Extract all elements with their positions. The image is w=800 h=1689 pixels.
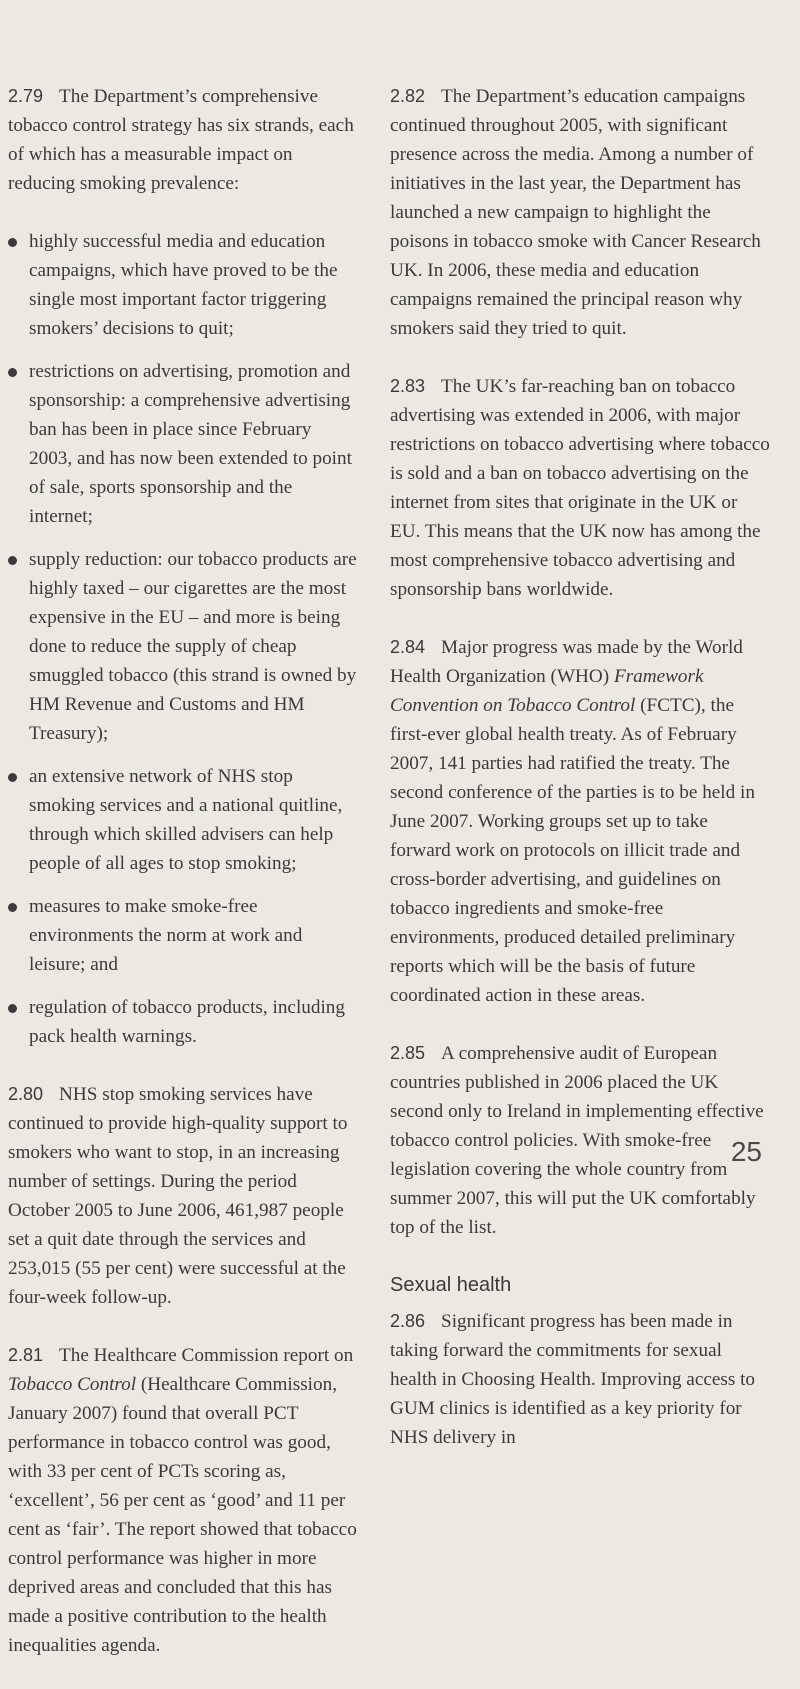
list-item: highly successful media and education campaigns, which have proved to be the single most important factor triggering smokers’ decisions to quit;: [8, 227, 358, 343]
section-heading: Sexual health: [390, 1274, 512, 1296]
left-column: [8, 82, 358, 1689]
paragraph-2-82: [390, 82, 770, 343]
paragraph-text: Significant progress has been made in taking forward the commitments for sexual health in Choosing Health. Improving access to GUM clinics is identified as a key priority for NHS delivery in: [390, 1311, 756, 1448]
list-item: measures to make smoke-free environments the norm at work and leisure; and: [8, 892, 358, 979]
paragraph-2-80: [8, 1080, 358, 1312]
paragraph-2-79: [8, 82, 358, 198]
paragraph-number: 2.86: [390, 1311, 426, 1331]
paragraph-number: 2.79: [8, 86, 44, 106]
paragraph-text: The Department’s education campaigns continued throughout 2005, with significant presence across the media. Among a number of initiatives in the last year, the Department has launched a new campaign to highlight the poisons in tobacco smoke with Cancer Research UK. In 2006, these media and education campaigns remained the principal reason why smokers said they tried to quit.: [390, 86, 761, 339]
paragraph-text: Major progress was made by the World Health Organization (WHO): [390, 637, 743, 687]
paragraph-number: 2.82: [390, 86, 426, 106]
paragraph-text: (Healthcare Commission, January 2007) found that overall PCT performance in tobacco control was good, with 33 per cent of PCTs scoring as, ‘excellent’, 56 per cent as ‘good’ and 11 per cent as ‘fair’. The report showed that tobacco control performance was higher in more deprived areas and concluded that this has made a positive contribution to the health inequalities agenda.: [8, 1374, 357, 1656]
list-item: supply reduction: our tobacco products are highly taxed – our cigarettes are the most expensive in the EU – and more is being done to reduce the supply of cheap smuggled tobacco (this strand is owned by HM Revenue and Customs and HM Treasury);: [8, 545, 358, 748]
paragraph-2-83: [390, 372, 770, 604]
paragraph-number: 2.85: [390, 1043, 426, 1063]
paragraph-2-81: [8, 1341, 358, 1660]
strategy-strands-list: [8, 227, 358, 1051]
page-number: 25: [730, 1136, 762, 1167]
paragraph-2-84: [390, 633, 770, 1010]
paragraph-text: (FCTC), the first-ever global health treaty. As of February 2007, 141 parties had ratified the treaty. The second conference of the parties is to be held in June 2007. Working groups set up to take forward work on protocols on illicit trade and cross-border advertising, and guidelines on tobacco ingredients and smoke-free environments, produced detailed preliminary reports which will be the basis of future coordinated action in these areas.: [390, 695, 755, 1006]
right-column: [390, 82, 770, 1452]
paragraph-2-86: [390, 1307, 770, 1452]
paragraph-text: A comprehensive audit of European countries published in 2006 placed the UK second only to Ireland in implementing effective tobacco control policies. With smoke-free legislation covering the whole country from summer 2007, this will put the UK comfortably top of the list.: [390, 1043, 764, 1238]
paragraph-number: 2.81: [8, 1345, 44, 1365]
paragraph-text: NHS stop smoking services have continued to provide high-quality support to smokers who want to stop, in an increasing number of settings. During the period October 2005 to June 2006, 461,987 people set a quit date through the services and 253,015 (55 per cent) were successful at the four-week follow-up.: [8, 1084, 348, 1308]
paragraph-number: 2.84: [390, 637, 426, 657]
list-item: an extensive network of NHS stop smoking services and a national quitline, through which skilled advisers can help people of all ages to stop smoking;: [8, 762, 358, 878]
paragraph-text: The Healthcare Commission report on: [59, 1345, 354, 1366]
paragraph-2-85: [390, 1039, 770, 1242]
list-item: regulation of tobacco products, including pack health warnings.: [8, 993, 358, 1051]
list-item: restrictions on advertising, promotion and sponsorship: a comprehensive advertising ban has been in place since February 2003, and has now been extended to point of sale, sports sponsorship and the internet;: [8, 357, 358, 531]
paragraph-text: The Department’s comprehensive tobacco control strategy has six strands, each of which has a measurable impact on reducing smoking prevalence:: [8, 86, 354, 194]
paragraph-text: The UK’s far-reaching ban on tobacco advertising was extended in 2006, with major restrictions on tobacco advertising where tobacco is sold and a ban on tobacco advertising on the internet from sites that originate in the UK or EU. This means that the UK now has among the most comprehensive tobacco advertising and sponsorship bans worldwide.: [390, 376, 770, 600]
report-title: Tobacco Control: [8, 1374, 137, 1395]
paragraph-number: 2.80: [8, 1084, 44, 1104]
treaty-title: Framework Convention on Tobacco Control: [390, 666, 704, 716]
paragraph-number: 2.83: [390, 376, 426, 396]
